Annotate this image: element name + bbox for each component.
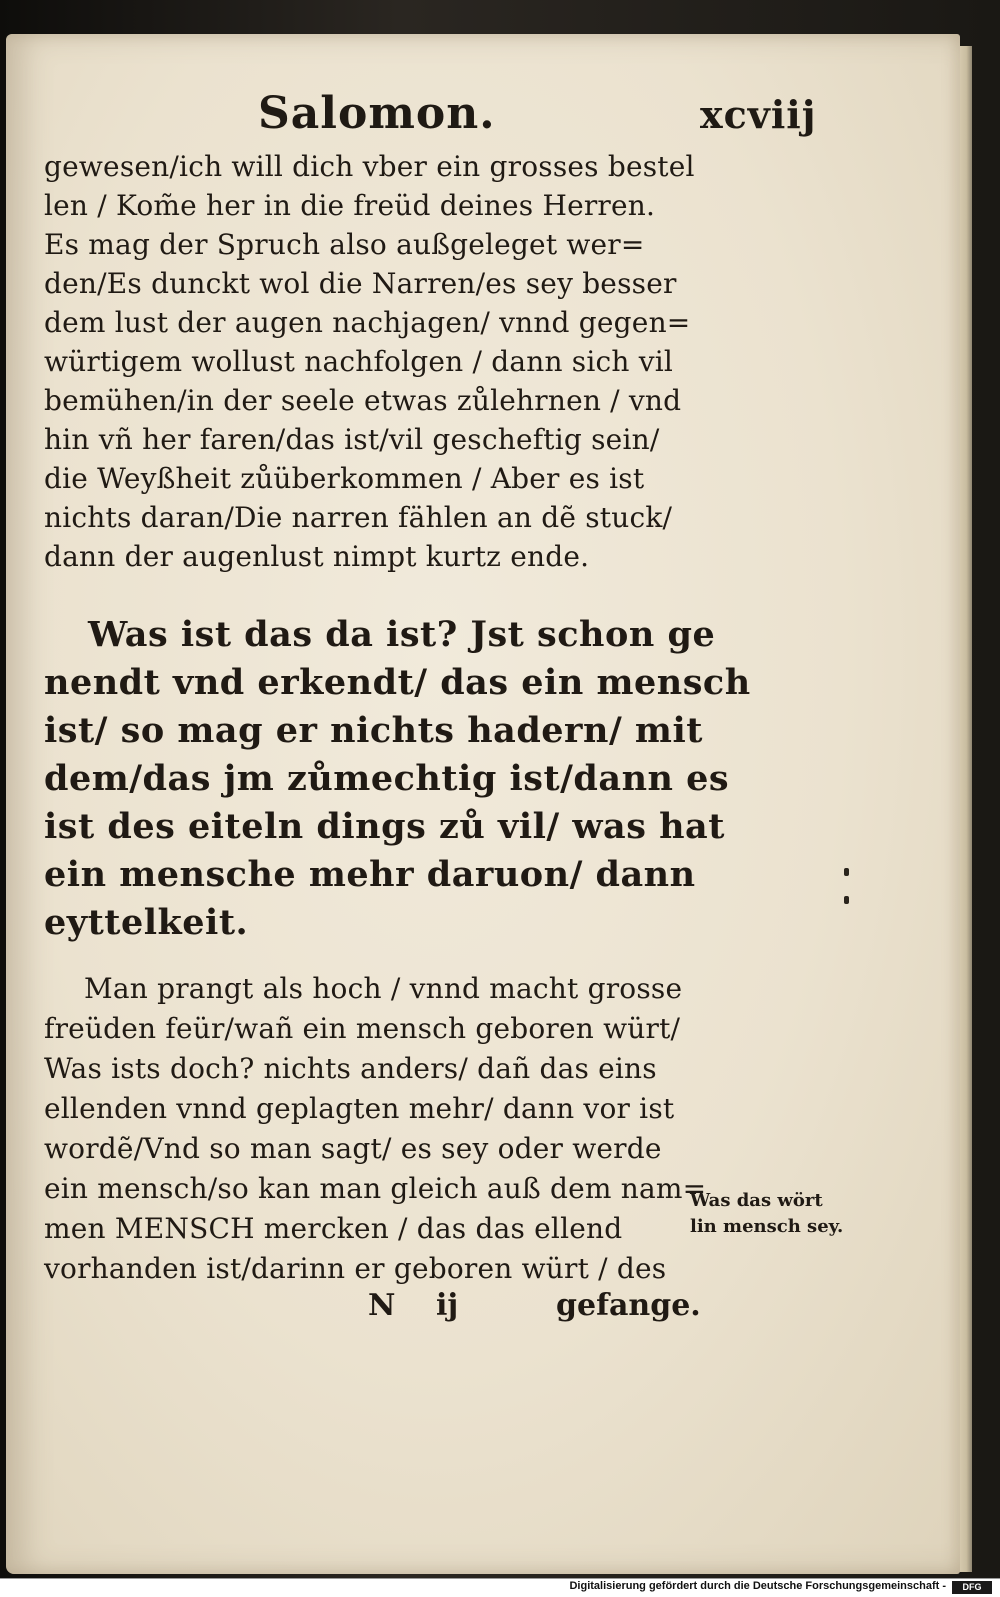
signature-number: ij <box>436 1288 459 1323</box>
marginal-note-line: lin mensch sey. <box>690 1216 844 1237</box>
body-line: Was ists doch? nichts anders/ dañ das eins <box>44 1052 657 1085</box>
scripture-line: Was ist das da ist? Jst schon ge <box>88 614 716 655</box>
body-line: die Weyßheit zůüberkommen / Aber es ist <box>44 462 645 495</box>
scripture-line: eyttelkeit. <box>44 902 249 943</box>
body-line: hin vñ her faren/das ist/vil gescheftig sein/ <box>44 423 660 456</box>
body-line: ellenden vnnd geplagten mehr/ dann vor ist <box>44 1092 675 1125</box>
body-line: Man prangt als hoch / vnnd macht grosse <box>84 972 683 1005</box>
footer-bar <box>0 1578 1000 1597</box>
body-line: ein mensch/so kan man gleich auß dem nam= <box>44 1172 707 1205</box>
folio-number: xcviij <box>700 92 817 137</box>
dfg-logo: DFG <box>952 1581 992 1594</box>
running-title: Salomon. <box>258 88 496 139</box>
body-line: bemühen/in der seele etwas zůlehrnen / vnd <box>44 384 682 417</box>
body-line: nichts daran/Die narren fählen an dẽ stuck/ <box>44 501 673 534</box>
body-line: dem lust der augen nachjagen/ vnnd gegen= <box>44 306 691 339</box>
body-line: den/Es dunckt wol die Narren/es sey besser <box>44 267 677 300</box>
body-line: dann der augenlust nimpt kurtz ende. <box>44 540 590 573</box>
body-line: würtigem wollust nachfolgen / dann sich vil <box>44 345 674 378</box>
body-line: wordẽ/Vnd so man sagt/ es sey oder werde <box>44 1132 662 1165</box>
body-line: men MENSCH mercken / das das ellend <box>44 1212 623 1245</box>
signature-mark: N <box>368 1288 396 1323</box>
body-line: Es mag der Spruch also außgeleget wer= <box>44 228 645 261</box>
marginal-note-line: Was das wört <box>690 1190 823 1211</box>
body-line: gewesen/ich will dich vber ein grosses bestel <box>44 150 695 183</box>
catchword: gefange. <box>556 1288 701 1323</box>
scripture-line: ist des eiteln dings zů vil/ was hat <box>44 806 725 847</box>
page-fore-edge <box>958 46 972 1572</box>
margin-ink-mark <box>844 868 849 876</box>
body-line: len / Kom̃e her in die freüd deines Herren. <box>44 189 656 222</box>
body-line: vorhanden ist/darinn er geboren würt / des <box>44 1252 667 1285</box>
book-page <box>6 34 960 1574</box>
scripture-line: dem/das jm zůmechtig ist/dann es <box>44 758 730 799</box>
footer-credit: Digitalisierung gefördert durch die Deutsche Forschungsgemeinschaft - <box>569 1580 946 1592</box>
margin-ink-mark <box>844 896 849 904</box>
scripture-line: ist/ so mag er nichts hadern/ mit <box>44 710 703 751</box>
scripture-line: nendt vnd erkendt/ das ein mensch <box>44 662 751 703</box>
body-line: freüden feür/wañ ein mensch geboren würt/ <box>44 1012 681 1045</box>
scripture-line: ein mensche mehr daruon/ dann <box>44 854 696 895</box>
